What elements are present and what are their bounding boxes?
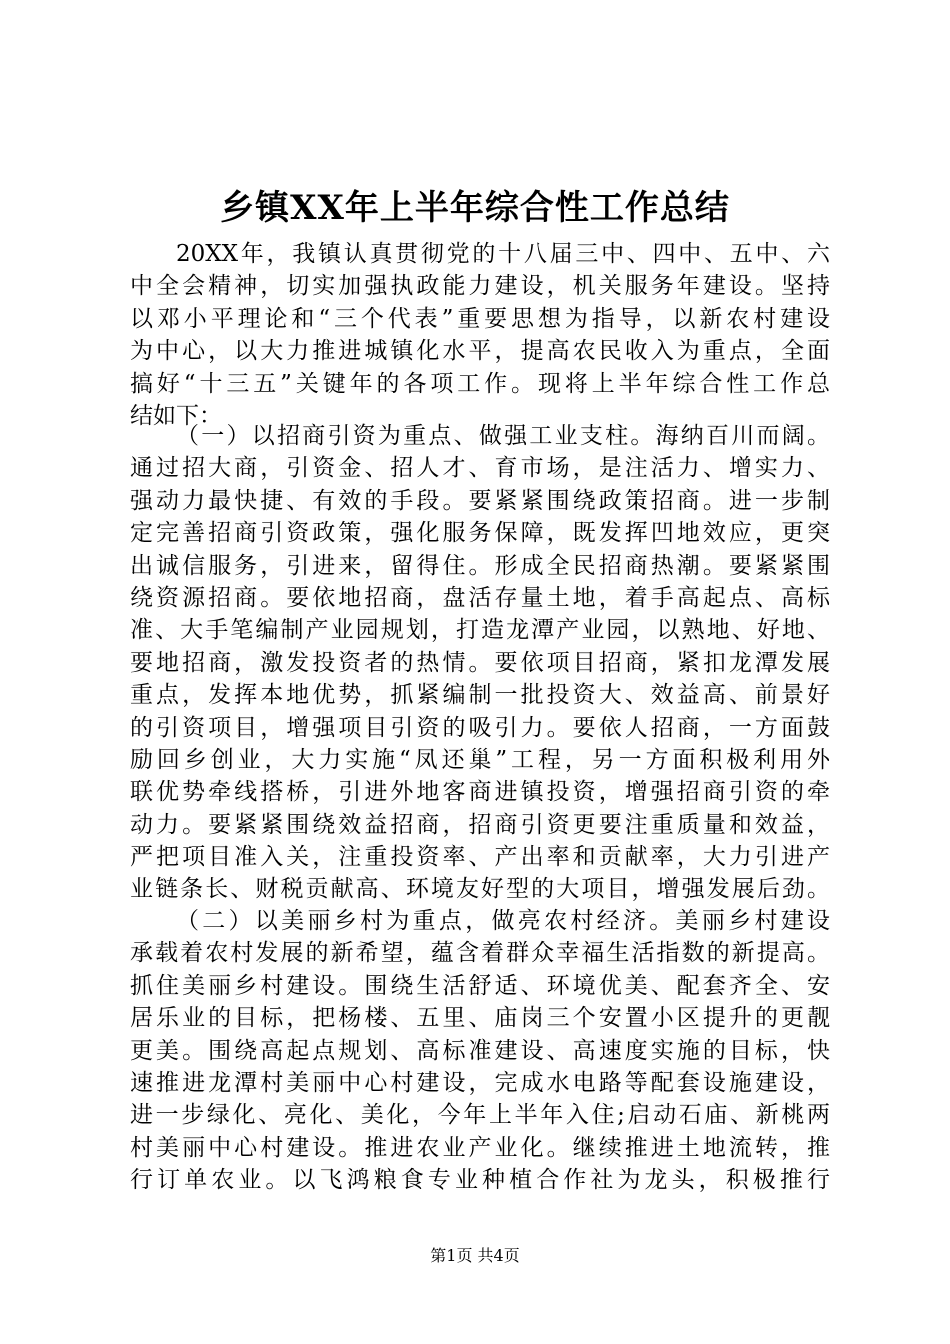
paragraph-line: 村美丽中心村建设。推进农业产业化。继续推进土地流转，推 — [130, 1134, 830, 1161]
paragraph-line: 承载着农村发展的新希望，蕴含着群众幸福生活指数的新提高。 — [130, 940, 830, 967]
paragraph-line: 业链条长、财税贡献高、环境友好型的大项目，增强发展后劲。 — [130, 876, 830, 903]
paragraph-intro — [130, 238, 830, 432]
paragraph-line: 居乐业的目标，把杨楼、五里、庙岗三个安置小区提升的更靓 — [130, 1005, 830, 1032]
paragraph-line: 20XX年，我镇认真贯彻党的十八届三中、四中、五中、六 — [176, 241, 830, 267]
paragraph-line: 更美。围绕高起点规划、高标准建设、高速度实施的目标，快 — [130, 1037, 830, 1064]
paragraph-line: 准、大手笔编制产业园规划，打造龙潭产业园，以熟地、好地、 — [130, 617, 830, 644]
paragraph-line: 结如下： — [130, 402, 222, 429]
paragraph-line: （二）以美丽乡村为重点，做亮农村经济。美丽乡村建设 — [176, 908, 830, 934]
paragraph-line: 重点，发挥本地优势，抓紧编制一批投资大、效益高、前景好 — [130, 682, 830, 709]
paragraph-line: 抓住美丽乡村建设。围绕生活舒适、环境优美、配套齐全、安 — [130, 972, 830, 999]
paragraph-investment — [130, 420, 830, 906]
paragraph-line: 严把项目准入关，注重投资率、产出率和贡献率，大力引进产 — [130, 844, 830, 871]
paragraph-line: （一）以招商引资为重点、做强工业支柱。海纳百川而阔。 — [176, 423, 830, 449]
paragraph-rural — [130, 905, 830, 1197]
paragraph-line: 搞好“十三五”关键年的各项工作。现将上半年综合性工作总 — [130, 370, 830, 397]
paragraph-line: 速推进龙潭村美丽中心村建设，完成水电路等配套设施建设， — [130, 1069, 830, 1096]
paragraph-line: 动力。要紧紧围绕效益招商，招商引资更要注重质量和效益， — [130, 811, 830, 838]
paragraph-line: 要地招商，激发投资者的热情。要依项目招商，紧扣龙潭发展 — [130, 649, 830, 676]
paragraph-line: 出诚信服务，引进来，留得住。形成全民招商热潮。要紧紧围 — [130, 552, 830, 579]
paragraph-line: 强动力最快捷、有效的手段。要紧紧围绕政策招商。进一步制 — [130, 487, 830, 514]
paragraph-line: 的引资项目，增强项目引资的吸引力。要依人招商，一方面鼓 — [130, 714, 830, 741]
paragraph-line: 联优势牵线搭桥，引进外地客商进镇投资，增强招商引资的牵 — [130, 779, 830, 806]
paragraph-line: 为中心，以大力推进城镇化水平，提高农民收入为重点，全面 — [130, 338, 830, 365]
paragraph-line: 以邓小平理论和“三个代表”重要思想为指导，以新农村建设 — [130, 305, 830, 332]
paragraph-line: 定完善招商引资政策，强化服务保障，既发挥凹地效应，更突 — [130, 520, 830, 547]
document-title: 乡镇XX年上半年综合性工作总结 — [220, 188, 730, 228]
page-number: 第1页 共4页 — [430, 1246, 520, 1265]
paragraph-line: 励回乡创业，大力实施“凤还巢”工程，另一方面积极利用外 — [130, 746, 830, 773]
paragraph-line: 行订单农业。以飞鸿粮食专业种植合作社为龙头，积极推行 — [130, 1167, 830, 1194]
paragraph-line: 中全会精神，切实加强执政能力建设，机关服务年建设。坚持 — [130, 273, 830, 300]
paragraph-line: 绕资源招商。要依地招商，盘活存量土地，着手高起点、高标 — [130, 584, 830, 611]
paragraph-line: 通过招大商，引资金、招人才、育市场，是注活力、增实力、 — [130, 455, 830, 482]
paragraph-line: 进一步绿化、亮化、美化，今年上半年入住;启动石庙、新桃两 — [130, 1102, 830, 1129]
